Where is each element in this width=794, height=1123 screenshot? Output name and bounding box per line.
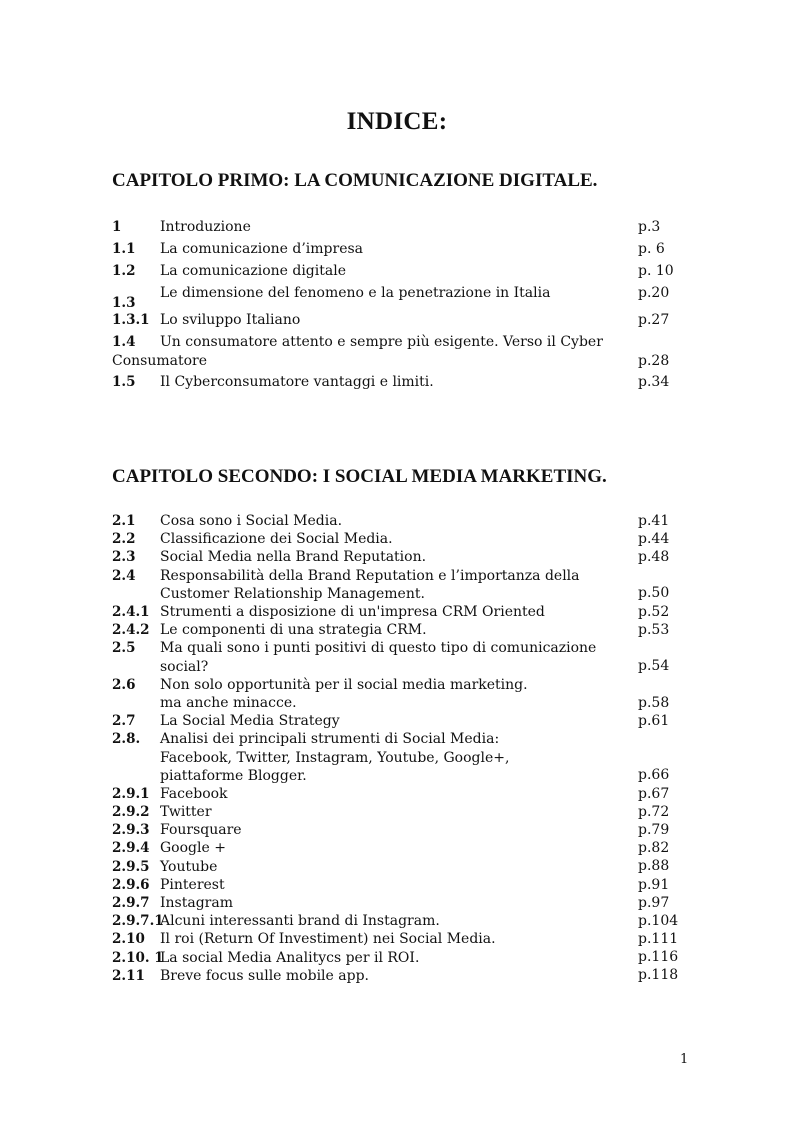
entry-page: p.48 (638, 549, 670, 566)
entry-page: p.53 (638, 621, 670, 638)
toc-entry[interactable] (112, 912, 692, 930)
toc-entry[interactable] (112, 894, 692, 912)
page-title: INDICE: (346, 108, 448, 135)
entry-number: 2.10 (112, 931, 145, 948)
entry-page: p.52 (638, 603, 670, 620)
entry-title: Le componenti di una strategia CRM. (160, 622, 427, 639)
entry-number: 2.4.1 (112, 603, 150, 620)
entry-page: p.27 (638, 311, 670, 328)
entry-title: Youtube (160, 858, 218, 875)
toc-entry[interactable] (112, 639, 692, 675)
entry-page: p.58 (638, 694, 670, 711)
entry-page: p.82 (638, 840, 670, 857)
entry-title: Alcuni interessanti brand di Instagram. (160, 913, 440, 930)
entry-title: Breve focus sulle mobile app. (160, 967, 369, 984)
entry-title: Social Media nella Brand Reputation. (160, 549, 427, 566)
entry-page: p.116 (638, 949, 679, 966)
toc-entry[interactable] (112, 967, 692, 985)
toc-entry[interactable] (112, 839, 692, 857)
entry-number: 2.7 (112, 713, 136, 730)
toc-entry[interactable] (112, 930, 692, 948)
entry-title: Introduzione (160, 219, 251, 235)
toc-entry[interactable] (112, 949, 692, 967)
toc-entry[interactable] (112, 712, 692, 730)
entry-title: Lo sviluppo Italiano (160, 312, 301, 328)
entry-number: 2.11 (112, 967, 145, 984)
entry-title: Twitter (160, 804, 212, 821)
chapter-1-toc (112, 218, 692, 393)
toc-entry[interactable] (112, 218, 692, 240)
toc-entry[interactable] (112, 603, 692, 621)
entry-title: Cosa sono i Social Media. (160, 513, 343, 529)
entry-title: Google + (160, 840, 226, 857)
toc-entry[interactable] (112, 311, 692, 333)
entry-page: p.67 (638, 785, 670, 802)
entry-page: p.72 (638, 803, 670, 820)
entry-number: 2.3 (112, 549, 136, 566)
toc-entry[interactable] (112, 262, 692, 284)
entry-page: p.66 (638, 767, 670, 784)
entry-number: 1.2 (112, 263, 136, 279)
entry-title: Foursquare (160, 822, 242, 839)
toc-entry[interactable] (112, 821, 692, 839)
entry-number: 2.4.2 (112, 622, 150, 639)
entry-title: Facebook (160, 785, 228, 802)
entry-page: p. 6 (638, 240, 665, 257)
entry-page: p.79 (638, 821, 670, 838)
toc-entry[interactable] (112, 548, 692, 566)
entry-title: Classificazione dei Social Media. (160, 531, 393, 548)
entry-title: Un consumatore attento e sempre più esigente. Verso il Cyber Consumatore (112, 334, 603, 369)
toc-entry[interactable] (112, 730, 692, 785)
entry-number: 2.9.6 (112, 876, 150, 893)
entry-number: 1.4 (112, 334, 136, 350)
entry-number: 2.9.5 (112, 858, 150, 875)
chapter-1-heading: CAPITOLO PRIMO: LA COMUNICAZIONE DIGITALE. (112, 170, 598, 191)
entry-page: p.34 (638, 373, 670, 390)
toc-entry[interactable] (112, 785, 692, 803)
entry-number: 2.9.1 (112, 785, 150, 802)
entry-title: La Social Media Strategy (160, 713, 340, 730)
toc-entry[interactable] (112, 530, 692, 548)
toc-entry[interactable] (112, 858, 692, 876)
entry-number: 2.9.4 (112, 840, 150, 857)
entry-number: 1.1 (112, 241, 136, 257)
entry-page: p.54 (638, 658, 670, 675)
entry-title: Le dimensione del fenomeno e la penetrazione in Italia (160, 285, 551, 301)
entry-number: 1.3.1 (112, 312, 150, 328)
entry-page: p. 10 (638, 262, 674, 279)
entry-title: Pinterest (160, 876, 225, 893)
entry-title: Instagram (160, 895, 233, 912)
toc-entry[interactable] (112, 284, 692, 311)
entry-title: La social Media Analitycs per il ROI. (160, 949, 420, 966)
entry-page: p.44 (638, 530, 670, 547)
chapter-2-toc (112, 512, 692, 985)
entry-page: p.20 (638, 284, 670, 301)
toc-entry[interactable] (112, 240, 692, 262)
entry-title: La comunicazione digitale (160, 263, 346, 279)
page-number: 1 (680, 1052, 689, 1067)
toc-entry[interactable] (112, 333, 692, 373)
entry-page: p.97 (638, 894, 670, 911)
entry-page: p.41 (638, 512, 670, 529)
entry-number: 1.3 (112, 295, 136, 311)
entry-number: 2.5 (112, 640, 136, 657)
entry-number: 2.4 (112, 567, 136, 584)
entry-number: 2.8. (112, 731, 141, 748)
entry-number: 2.9.7 (112, 895, 150, 912)
entry-number: 2.10. 1 (112, 949, 164, 966)
entry-title: Ma quali sono i punti positivi di questo tipo di comunicazione social? (160, 640, 597, 675)
entry-page: p.104 (638, 912, 679, 929)
toc-entry[interactable] (112, 676, 692, 712)
entry-title: Il Cyberconsumatore vantaggi e limiti. (160, 374, 434, 390)
entry-page: p.88 (638, 858, 670, 875)
entry-number: 2.1 (112, 513, 136, 529)
entry-title: Responsabilità della Brand Reputation e l’importanza della Customer Relationship Management. (160, 567, 580, 603)
entry-number: 2.9.2 (112, 804, 150, 821)
chapter-2-heading: CAPITOLO SECONDO: I SOCIAL MEDIA MARKETING. (112, 466, 607, 487)
entry-page: p.61 (638, 712, 670, 729)
entry-number: 2.2 (112, 531, 136, 548)
entry-number: 1.5 (112, 374, 136, 390)
entry-title: Strumenti a disposizione di un'impresa CRM Oriented (160, 603, 545, 620)
entry-page: p.91 (638, 876, 670, 893)
entry-page: p.28 (638, 352, 670, 369)
entry-title: Non solo opportunità per il social media marketing. ma anche minacce. (160, 676, 528, 712)
entry-page: p.111 (638, 931, 679, 948)
entry-page: p.50 (638, 585, 670, 602)
toc-entry[interactable] (112, 876, 692, 894)
entry-number: 2.6 (112, 676, 136, 693)
entry-number: 2.9.3 (112, 822, 150, 839)
entry-title: La comunicazione d’impresa (160, 241, 364, 257)
toc-entry[interactable] (112, 621, 692, 639)
entry-title: Analisi dei principali strumenti di Social Media: Facebook, Twitter, Instagram, Youtube, Google+, piattaforme Blogger. (160, 731, 510, 785)
entry-page: p.3 (638, 218, 661, 235)
toc-entry[interactable] (112, 512, 692, 530)
entry-page: p.118 (638, 967, 679, 984)
toc-entry[interactable] (112, 567, 692, 603)
entry-number: 2.9.7.1 (112, 913, 164, 930)
entry-number: 1 (112, 219, 122, 235)
toc-entry[interactable] (112, 803, 692, 821)
toc-entry[interactable] (112, 373, 692, 393)
entry-title: Il roi (Return Of Investiment) nei Social Media. (160, 931, 496, 948)
